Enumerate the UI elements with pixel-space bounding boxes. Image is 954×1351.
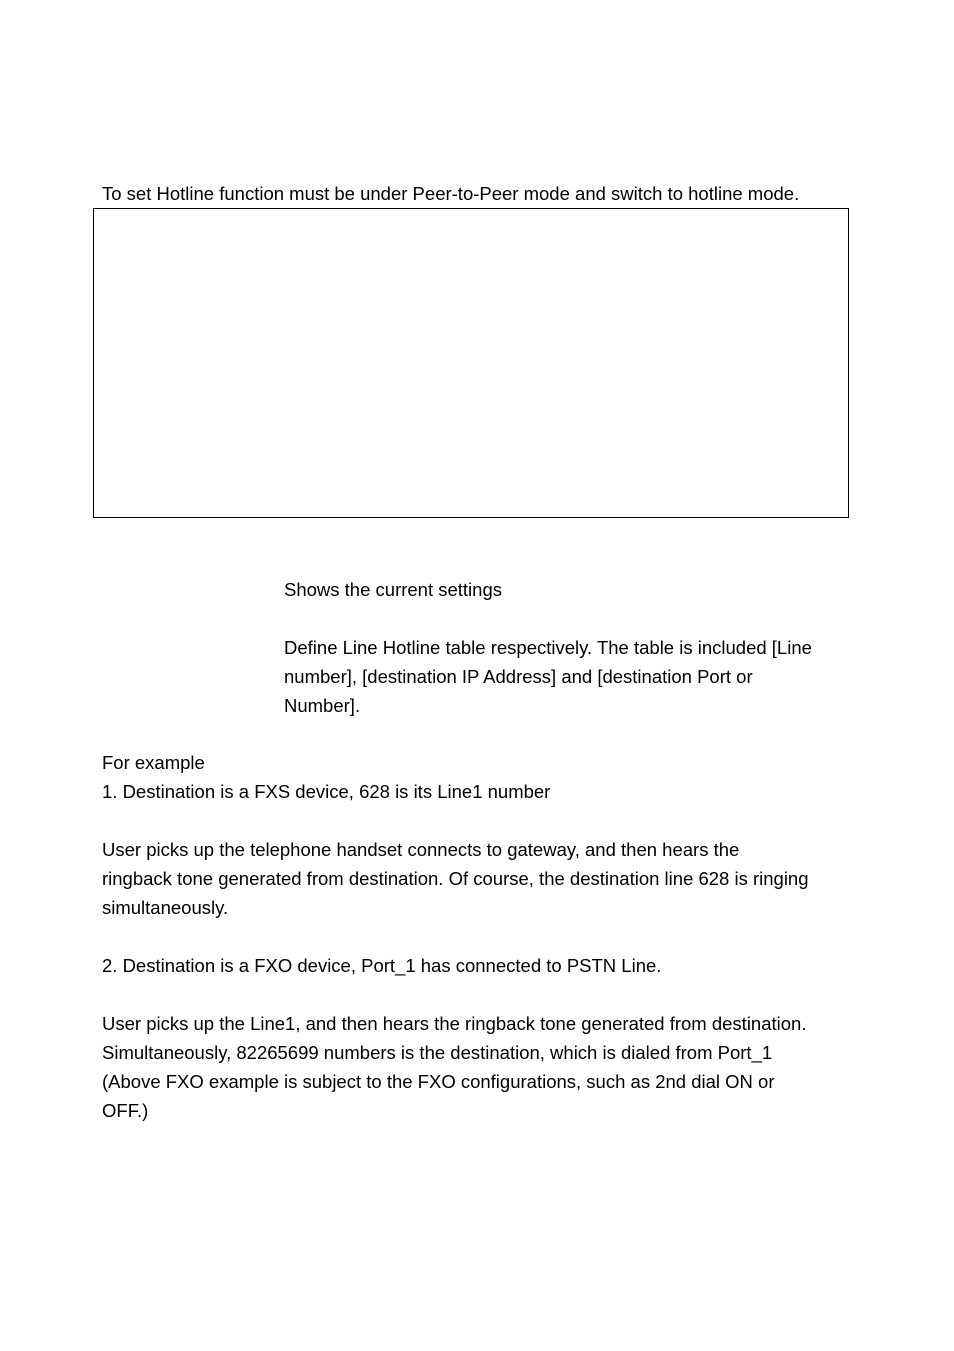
description-line: number], [destination IP Address] and [destination Port or (284, 666, 753, 687)
example-case2-line: (Above FXO example is subject to the FXO configurations, such as 2nd dial ON or (102, 1071, 775, 1092)
example-case2-line: User picks up the Line1, and then hears the ringback tone generated from destination. (102, 1013, 807, 1034)
description-hotline-table (284, 633, 844, 720)
description-line: Shows the current settings (284, 579, 502, 600)
example-case2-line: OFF.) (102, 1100, 149, 1121)
example-case1-line: User picks up the telephone handset connects to gateway, and then hears the (102, 839, 740, 860)
example-section (102, 748, 862, 1125)
example-heading: For example (102, 752, 205, 773)
description-line: Define Line Hotline table respectively. The table is included [Line (284, 637, 812, 658)
description-line: Number]. (284, 695, 361, 716)
intro-text: To set Hotline function must be under Peer-to-Peer mode and switch to hotline mode. (102, 183, 800, 204)
description-current-settings (284, 575, 502, 604)
example-case1-title: 1. Destination is a FXS device, 628 is its Line1 number (102, 781, 551, 802)
example-case1-line: simultaneously. (102, 897, 229, 918)
example-case2-title: 2. Destination is a FXO device, Port_1 has connected to PSTN Line. (102, 955, 662, 976)
screenshot-frame (93, 208, 849, 518)
example-case1-line: ringback tone generated from destination. Of course, the destination line 628 is ringing (102, 868, 809, 889)
example-case2-line: Simultaneously, 82265699 numbers is the destination, which is dialed from Port_1 (102, 1042, 773, 1063)
